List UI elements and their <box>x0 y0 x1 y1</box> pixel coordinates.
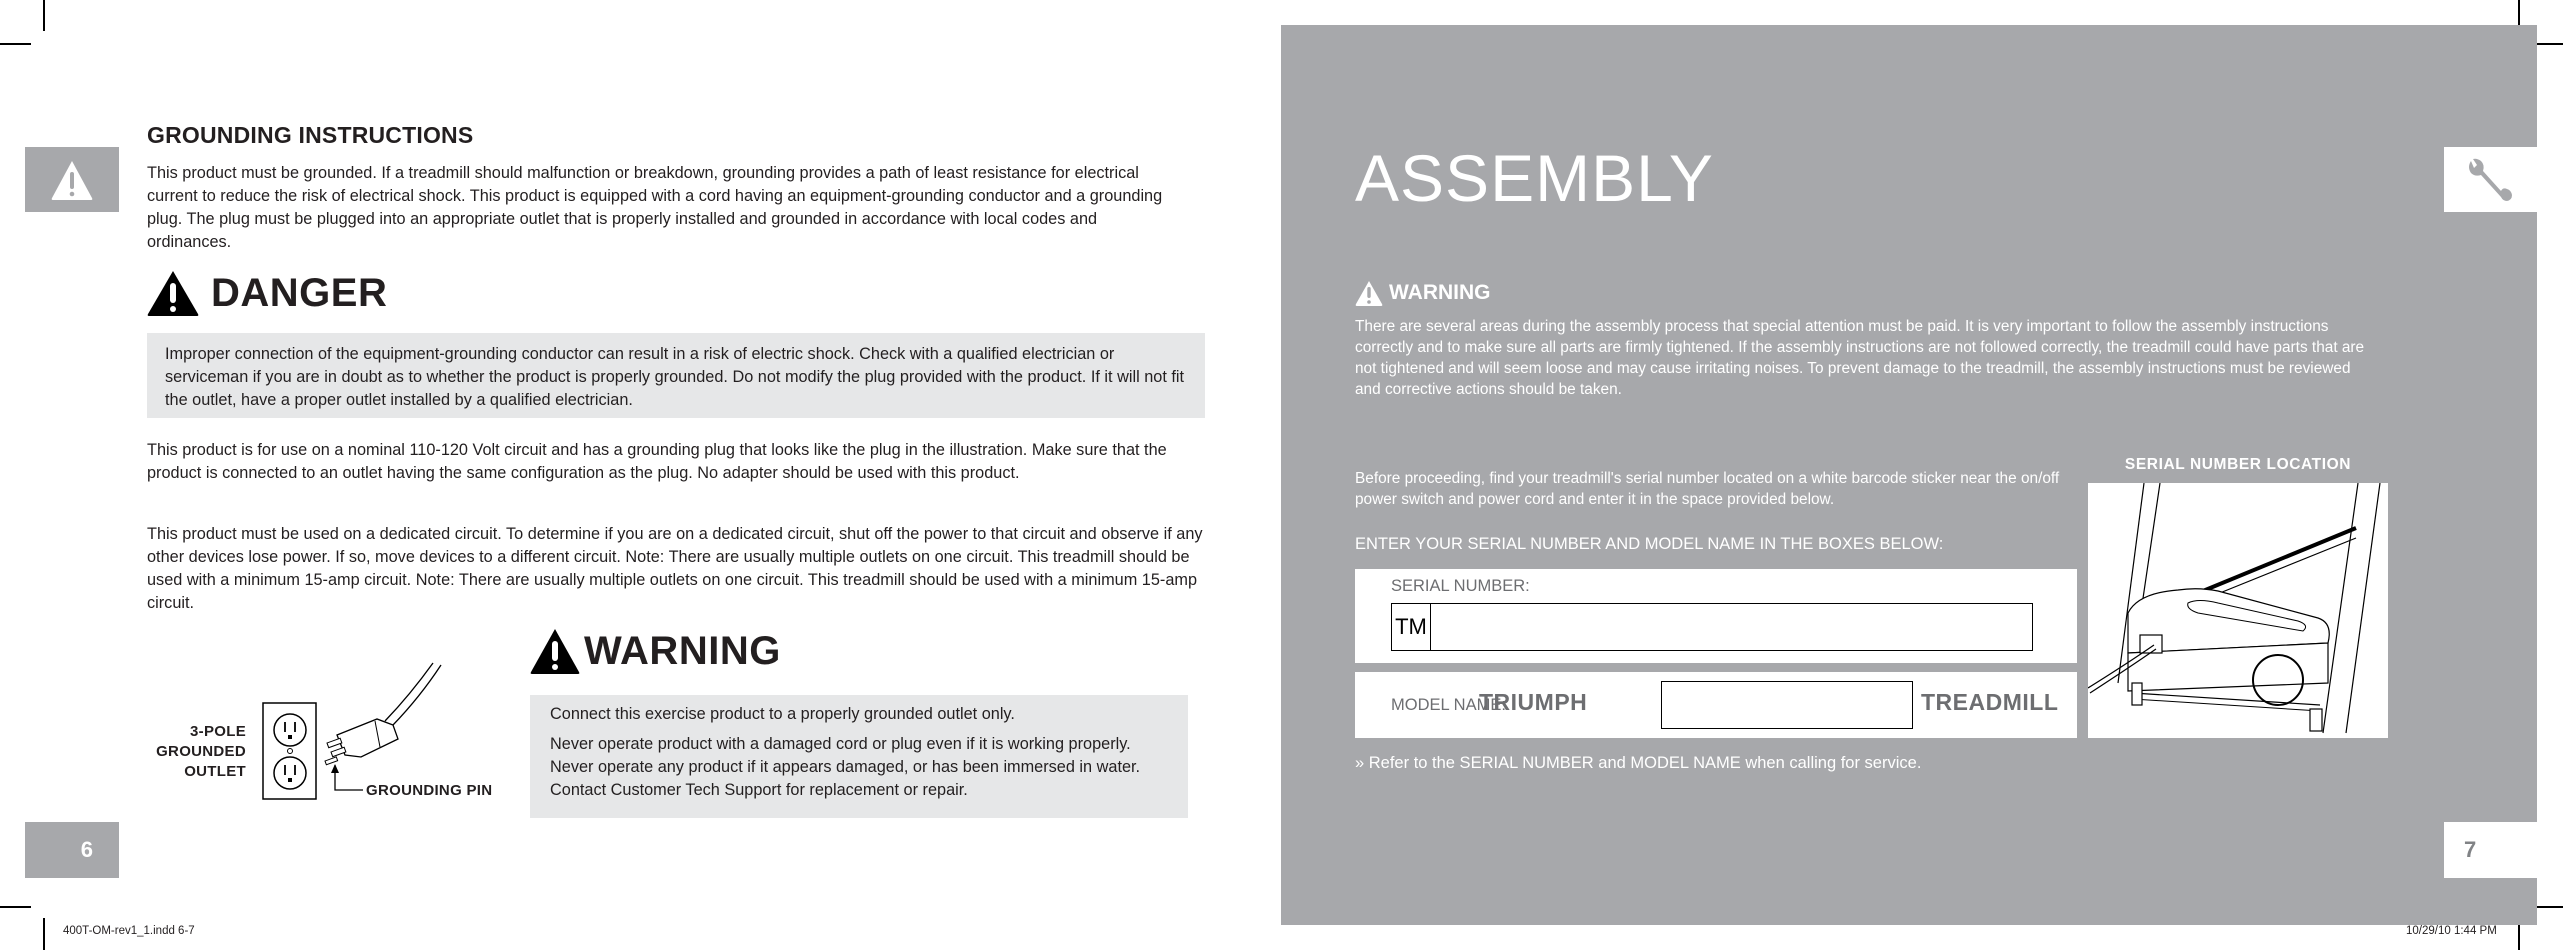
warning-triangle-icon <box>530 628 580 674</box>
page-title: ASSEMBLY <box>1355 141 1714 215</box>
model-name-label: MODEL NAME: <box>1391 696 1506 714</box>
outlet-label: 3-POLE GROUNDED OUTLET <box>156 723 246 780</box>
danger-box <box>147 333 1205 418</box>
assembly-warning-title: WARNING <box>1389 281 1491 304</box>
grounding-heading: GROUNDING INSTRUCTIONS <box>147 122 474 148</box>
grounding-pin-label: GROUNDING PIN <box>366 782 493 799</box>
warning-triangle-icon <box>50 159 94 201</box>
warning-line: Never operate product with a damaged cord or plug even if it is working properly. Never operate any product if it appears damaged, or has been immersed in water. Contact Customer Tech Support for replacement or repair. <box>550 735 1141 799</box>
serial-prefix: TM <box>1392 604 1431 650</box>
serial-number-input[interactable] <box>1431 604 2032 650</box>
model-suffix: TREADMILL <box>1921 689 2059 715</box>
assembly-warning-text: There are several areas during the assembly process that special attention must be paid. It is very important to follow the assembly instructions correctly and to make sure all parts are firmly tightened. If the assembly instructions are not followed correctly, the treadmill could have parts that are not tightened and will seem loose and may cause irritating noises. To prevent damage to the treadmill, the assembly instructions must be reviewed and corrective actions should be taken. <box>1355 318 2365 398</box>
date-slug: 10/29/10 1:44 PM <box>2406 925 2497 937</box>
wrench-icon <box>2465 155 2517 205</box>
serial-instructions: Before proceeding, find your treadmill's serial number located on a white barcode sticker near the on/off power switch and power cord and enter it in the space provided below. <box>1355 470 2060 508</box>
warning-title: WARNING <box>584 628 781 673</box>
dedicated-circuit-paragraph: This product must be used on a dedicated circuit. To determine if you are on a dedicated circuit, shut off the power to that circuit and observe if any other devices lose power. If so, move devices to a different circuit. Note: There are usually multiple outlets on one circuit. This treadmill should be used with a minimum 15-amp circuit. Note: There are usually multiple outlets on one circuit. This treadmill should be used with a minimum 15-amp circuit. <box>147 525 1203 612</box>
serial-number-field[interactable] <box>1391 603 2033 651</box>
model-name-input[interactable] <box>1661 681 1913 729</box>
crop-mark <box>0 906 31 908</box>
model-name-box <box>1355 672 2077 738</box>
serial-number-label: SERIAL NUMBER: <box>1391 577 1530 595</box>
page-number-right: 7 <box>2444 822 2537 878</box>
danger-heading <box>147 270 387 316</box>
page-number-left: 6 <box>25 822 119 878</box>
danger-triangle-icon <box>147 270 199 316</box>
crop-mark <box>43 0 45 31</box>
warning-box <box>530 695 1188 818</box>
treadmill-illustration <box>2088 483 2388 738</box>
model-brand: TRIUMPH <box>1479 689 1588 715</box>
danger-title: DANGER <box>211 270 388 315</box>
service-note: » Refer to the SERIAL NUMBER and MODEL NAME when calling for service. <box>1355 754 1922 772</box>
file-slug: 400T-OM-rev1_1.indd 6-7 <box>63 925 195 937</box>
assembly-warning-heading <box>1355 280 1491 306</box>
crop-mark <box>43 918 45 950</box>
section-tab-assembly <box>2444 147 2537 212</box>
grounding-intro: This product must be grounded. If a treadmill should malfunction or breakdown, grounding provides a path of least resistance for electrical current to reduce the risk of electrical shock. This product is equipped with a cord having an equipment-grounding conductor and a grounding plug. The plug must be plugged into an appropriate outlet that is properly installed and grounded in accordance with local codes and ordinances. <box>147 164 1163 251</box>
voltage-paragraph: This product is for use on a nominal 110-120 Volt circuit and has a grounding plug that looks like the plug in the illustration. Make sure that the product is connected to an outlet having the same configuration as the plug. No adapter should be used with this product. <box>147 441 1167 482</box>
serial-number-box <box>1355 569 2077 663</box>
warning-line: Connect this exercise product to a properly grounded outlet only. <box>550 705 1015 723</box>
warning-heading <box>530 628 781 674</box>
crop-mark <box>0 43 31 45</box>
danger-text: Improper connection of the equipment-grounding conductor can result in a risk of electric shock. Check with a qualified electrician or serviceman if you are in doubt as to whether the product is properly grounded. Do not modify the plug provided with the product. If it will not fit the outlet, have a proper outlet installed by a qualified electrician. <box>165 345 1185 409</box>
serial-location-label: SERIAL NUMBER LOCATION <box>2124 456 2352 473</box>
enter-serial-prompt: ENTER YOUR SERIAL NUMBER AND MODEL NAME IN THE BOXES BELOW: <box>1355 535 1944 553</box>
warning-triangle-icon <box>1355 280 1383 306</box>
section-tab-warning <box>25 147 119 212</box>
serial-location-illustration <box>2088 483 2388 738</box>
